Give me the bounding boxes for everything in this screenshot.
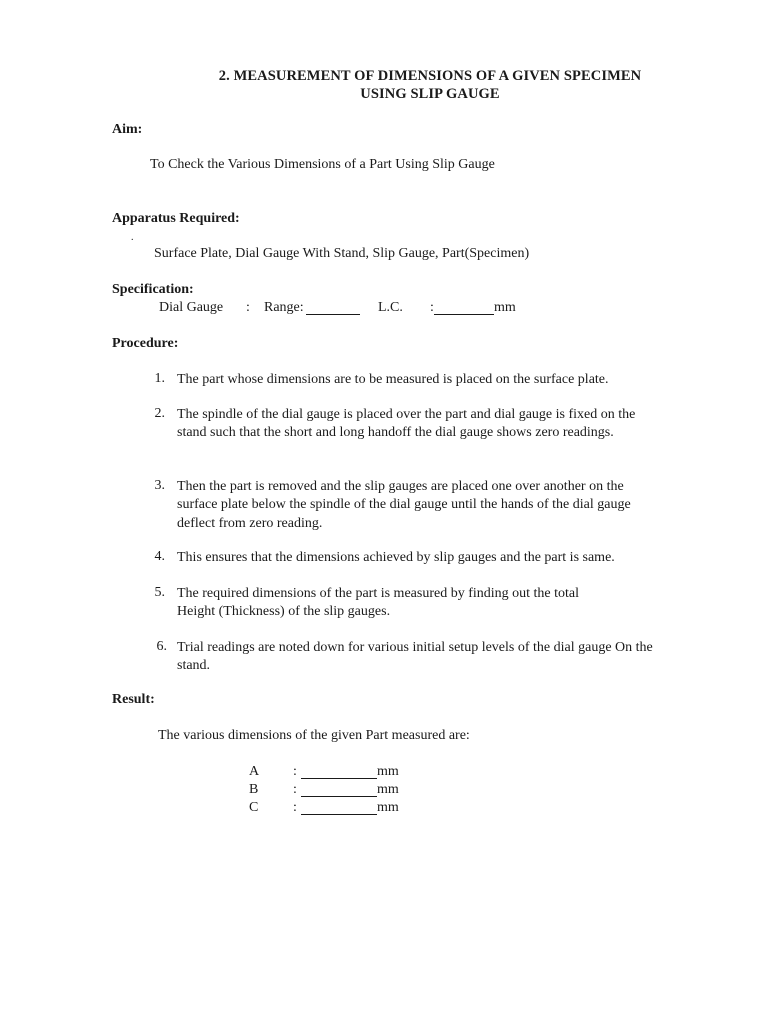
aim-text: To Check the Various Dimensions of a Part Using Slip Gauge xyxy=(150,157,495,172)
spec-range-blank xyxy=(306,300,360,315)
spec-lc-blank xyxy=(434,300,494,315)
procedure-step-num: 6. xyxy=(156,639,167,654)
procedure-step-text: The required dimensions of the part is measured by finding out the total Height (Thickness) of the slip gauges. xyxy=(177,586,580,620)
procedure-step-text: The spindle of the dial gauge is placed over the part and dial gauge is fixed on the stand such that the short and long handoff the dial gauge shows zero readings. xyxy=(177,407,636,441)
result-row-colon: : xyxy=(293,800,297,815)
result-row-label: A xyxy=(249,764,260,779)
specification-heading: Specification: xyxy=(112,282,194,297)
result-row-colon: : xyxy=(293,764,297,779)
apparatus-heading: Apparatus Required: xyxy=(112,211,240,226)
procedure-step-num: 5. xyxy=(154,585,165,600)
spec-lc-unit: mm xyxy=(494,300,516,315)
result-row-label: C xyxy=(249,800,259,815)
result-row-unit: mm xyxy=(377,782,399,797)
result-row-blank xyxy=(301,782,377,797)
procedure-step-num: 3. xyxy=(154,478,165,493)
procedure-step-num: 4. xyxy=(154,549,165,564)
procedure-step-num: 2. xyxy=(154,406,165,421)
result-row-blank xyxy=(301,800,377,815)
spec-lc-label: L.C. xyxy=(378,300,403,315)
result-row-blank xyxy=(301,764,377,779)
result-row-unit: mm xyxy=(377,764,399,779)
procedure-step-text: Trial readings are noted down for various initial setup levels of the dial gauge On the stand. xyxy=(177,640,653,674)
procedure-step-num: 1. xyxy=(154,371,165,386)
aim-heading: Aim: xyxy=(112,122,143,137)
procedure-step-text: Then the part is removed and the slip gauges are placed one over another on the surface plate below the spindle of the dial gauge until the hands of the dial gauge deflect from zero reading. xyxy=(177,479,631,531)
apparatus-bullet: . xyxy=(131,232,134,243)
procedure-step-text: The part whose dimensions are to be measured is placed on the surface plate. xyxy=(177,372,609,387)
spec-range-label: Range: xyxy=(264,300,304,315)
procedure-step-text: This ensures that the dimensions achieved by slip gauges and the part is same. xyxy=(177,550,615,565)
spec-colon: : xyxy=(246,300,250,315)
result-row-label: B xyxy=(249,782,259,797)
apparatus-text: Surface Plate, Dial Gauge With Stand, Slip Gauge, Part(Specimen) xyxy=(154,246,530,261)
result-text: The various dimensions of the given Part measured are: xyxy=(158,728,470,743)
page-title-line2: USING SLIP GAUGE xyxy=(360,86,500,102)
page-title-line1: 2. MEASUREMENT OF DIMENSIONS OF A GIVEN SPECIMEN xyxy=(218,68,642,84)
result-row-colon: : xyxy=(293,782,297,797)
spec-item-dial-gauge: Dial Gauge xyxy=(159,300,224,315)
result-row-unit: mm xyxy=(377,800,399,815)
procedure-heading: Procedure: xyxy=(112,336,179,351)
spec-lc-colon: : xyxy=(430,300,434,315)
result-heading: Result: xyxy=(112,692,155,707)
